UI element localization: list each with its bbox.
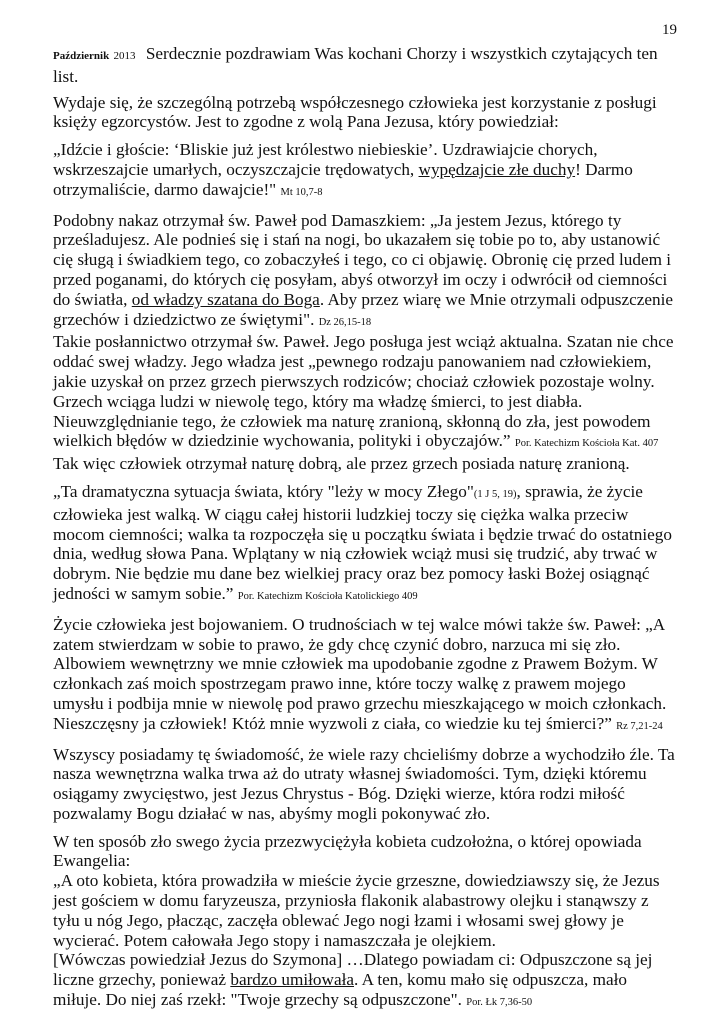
letter-header xyxy=(53,44,679,87)
paragraph-gospel-quote: „A oto kobieta, która prowadziła w mieście życie grzeszne, dowiedziawszy się, że Jezus jest gościem w domu faryzeusza, przyniosła flakonik alabastrowy olejku i stanąwszy z tyłu u nóg Jego, płacząc, zaczęła oblewać Jego nogi łzami i włosami swej głowy je wycierać. Potem całowała Jego stopy i namaszczała je olejkiem. xyxy=(53,871,660,950)
page-number: 19 xyxy=(662,22,677,38)
paragraph-wounded-nature: Tak więc człowiek otrzymał naturę dobrą, ale przez grzech posiada naturę zranioną. xyxy=(53,454,630,474)
paragraph-awareness: Wszyscy posiadamy tę świadomość, że wiele razy chcieliśmy dobrze a wychodziło źle. Ta nasza wewnętrzna walka trwa aż do utraty własnej świadomości. Tym, dzięki któremu osiągamy zwycięstwo, jest Jezus Chrystus - Bóg. Dzięki wierze, która rodzi miłość pozwalamy Bogu działać w nas, abyśmy mogli pokonywać zło. xyxy=(53,744,675,823)
underlined-text: wypędzajcie złe duchy xyxy=(418,159,576,179)
underlined-text: bardzo umiłowała xyxy=(230,970,354,990)
paragraph-mission xyxy=(53,332,679,454)
text-span: , sprawia, że życie człowieka jest walką. W ciągu całej historii ludzkiej toczy się ciężka walka przeciw mocom ciemności; walka ta rozpoczęła się u początku świata i będzie trwać do ostatniego dnia, według słowa Pana. Wplątany w nią człowiek wciąż musi się trudzić, aby trwać w dobrym. Nie będzie mu dane bez wielkiej pracy oraz bez pomocy łaski Bożej osiągnąć jedności w samym sobie.” xyxy=(53,481,672,603)
year-label: 2013 xyxy=(113,50,136,62)
text-span: „Idźcie i głoście: ‘Bliskie już jest królestwo niebieskie’. Uzdrawiajcie chorych, wskrzeszajcie umarłych, oczyszczajcie trędowatych, xyxy=(53,140,598,179)
catechism-reference: Por. Katechizm Kościoła Kat. 407 xyxy=(514,438,659,450)
month-label: Październik xyxy=(53,50,110,62)
paragraph-damascus xyxy=(53,211,679,333)
text-span: Życie człowieka jest bojowaniem. O trudnościach w tej walce mówi także św. Paweł: „A zatem stwierdzam w sobie to prawo, że gdy chcę czynić dobro, narzuca mi się zło. Albowiem wewnętrzny we mnie człowiek ma upodobanie zgodne z Prawem Bożym. W członkach zaś moich spostrzegam prawo inne, które toczy walkę z prawem mojego umysłu i podbija mnie w niewolę pod prawo grzechu mieszkającego w moich członkach. Nieszczęsny ja człowiek! Któż mnie wyzwoli z ciała, co wiedzie ku tej śmierci?” xyxy=(53,614,667,733)
bible-reference: Dz 26,15-18 xyxy=(318,316,372,328)
letter-body xyxy=(53,44,679,1013)
text-span: Podobny nakaz otrzymał św. Paweł pod Damaszkiem: „Ja jestem Jezus, którego ty prześladujesz. Ale podnieś się i stań na nogi, bo ukazałem się tobie po to, aby ustanowić cię sługą i świadkiem tego, co zobaczyłeś i tego, co ci objawię. Obronię cię przed ludem i przed poganami, do których cię posyłam, abyś otworzył im oczy i odwrócił od ciemności do światła, xyxy=(53,210,672,309)
paragraph-struggle xyxy=(53,615,679,737)
text-span: ! Darmo otrzymaliście, darmo dawajcie!" xyxy=(53,159,633,199)
paragraph-woman-intro: W ten sposób zło swego życia przezwyciężyła kobieta cudzołożna, o której opowiada Ewangelia: xyxy=(53,831,642,871)
text-span: [Wówczas powiedział Jezus do Szymona] …Dlatego powiadam ci: Odpuszczone są jej liczne grzechy, ponieważ xyxy=(53,950,653,990)
text-span: „Ta dramatyczna sytuacja świata, który "leży w mocy Złego" xyxy=(53,481,474,501)
paragraph-dramatic-situation xyxy=(53,482,679,607)
greeting-text: Serdecznie pozdrawiam Was kochani Chorzy i wszystkich czytających ten list. xyxy=(53,44,658,86)
catechism-reference: Por. Katechizm Kościoła Katolickiego 409 xyxy=(237,590,418,602)
bible-reference: (1 J 5, 19) xyxy=(473,488,517,500)
paragraph-quote-matthew xyxy=(53,140,679,202)
bible-reference: Mt 10,7-8 xyxy=(280,186,323,198)
underlined-text: od władzy szatana do Boga xyxy=(131,289,320,309)
bible-reference: Por. Łk 7,36-50 xyxy=(466,997,533,1009)
bible-reference: Rz 7,21-24 xyxy=(616,720,663,732)
paragraph-forgiveness xyxy=(53,950,679,1012)
text-span: Takie posłannictwo otrzymał św. Paweł. Jego posługa jest wciąż aktualna. Szatan nie chce oddać swej władzy. Jego władza jest „pewnego rodzaju panowaniem nad człowiekiem, jakie uzyskał on przez grzech pierwszych rodziców; chociaż człowiek pozostaje wolny. Grzech wciąga ludzi w niewolę tego, który ma władzę śmierci, to jest diabła. Nieuwzględnianie tego, że człowiek ma naturę zranioną, skłonną do zła, jest powodem wielkich błędów w dziedzinie wychowania, polityki i obyczajów.” xyxy=(53,332,674,451)
paragraph-intro: Wydaje się, że szczególną potrzebą współczesnego człowieka jest korzystanie z posługi księży egzorcystów. Jest to zgodne z wolą Pana Jezusa, który powiedział: xyxy=(53,92,657,132)
text-span: . A ten, komu mało się odpuszcza, mało miłuje. Do niej zaś rzekł: "Twoje grzechy są odpuszczone". xyxy=(53,970,628,1010)
text-span: . Aby przez wiarę we Mnie otrzymali odpuszczenie grzechów i dziedzictwo ze świętymi". xyxy=(53,289,673,329)
